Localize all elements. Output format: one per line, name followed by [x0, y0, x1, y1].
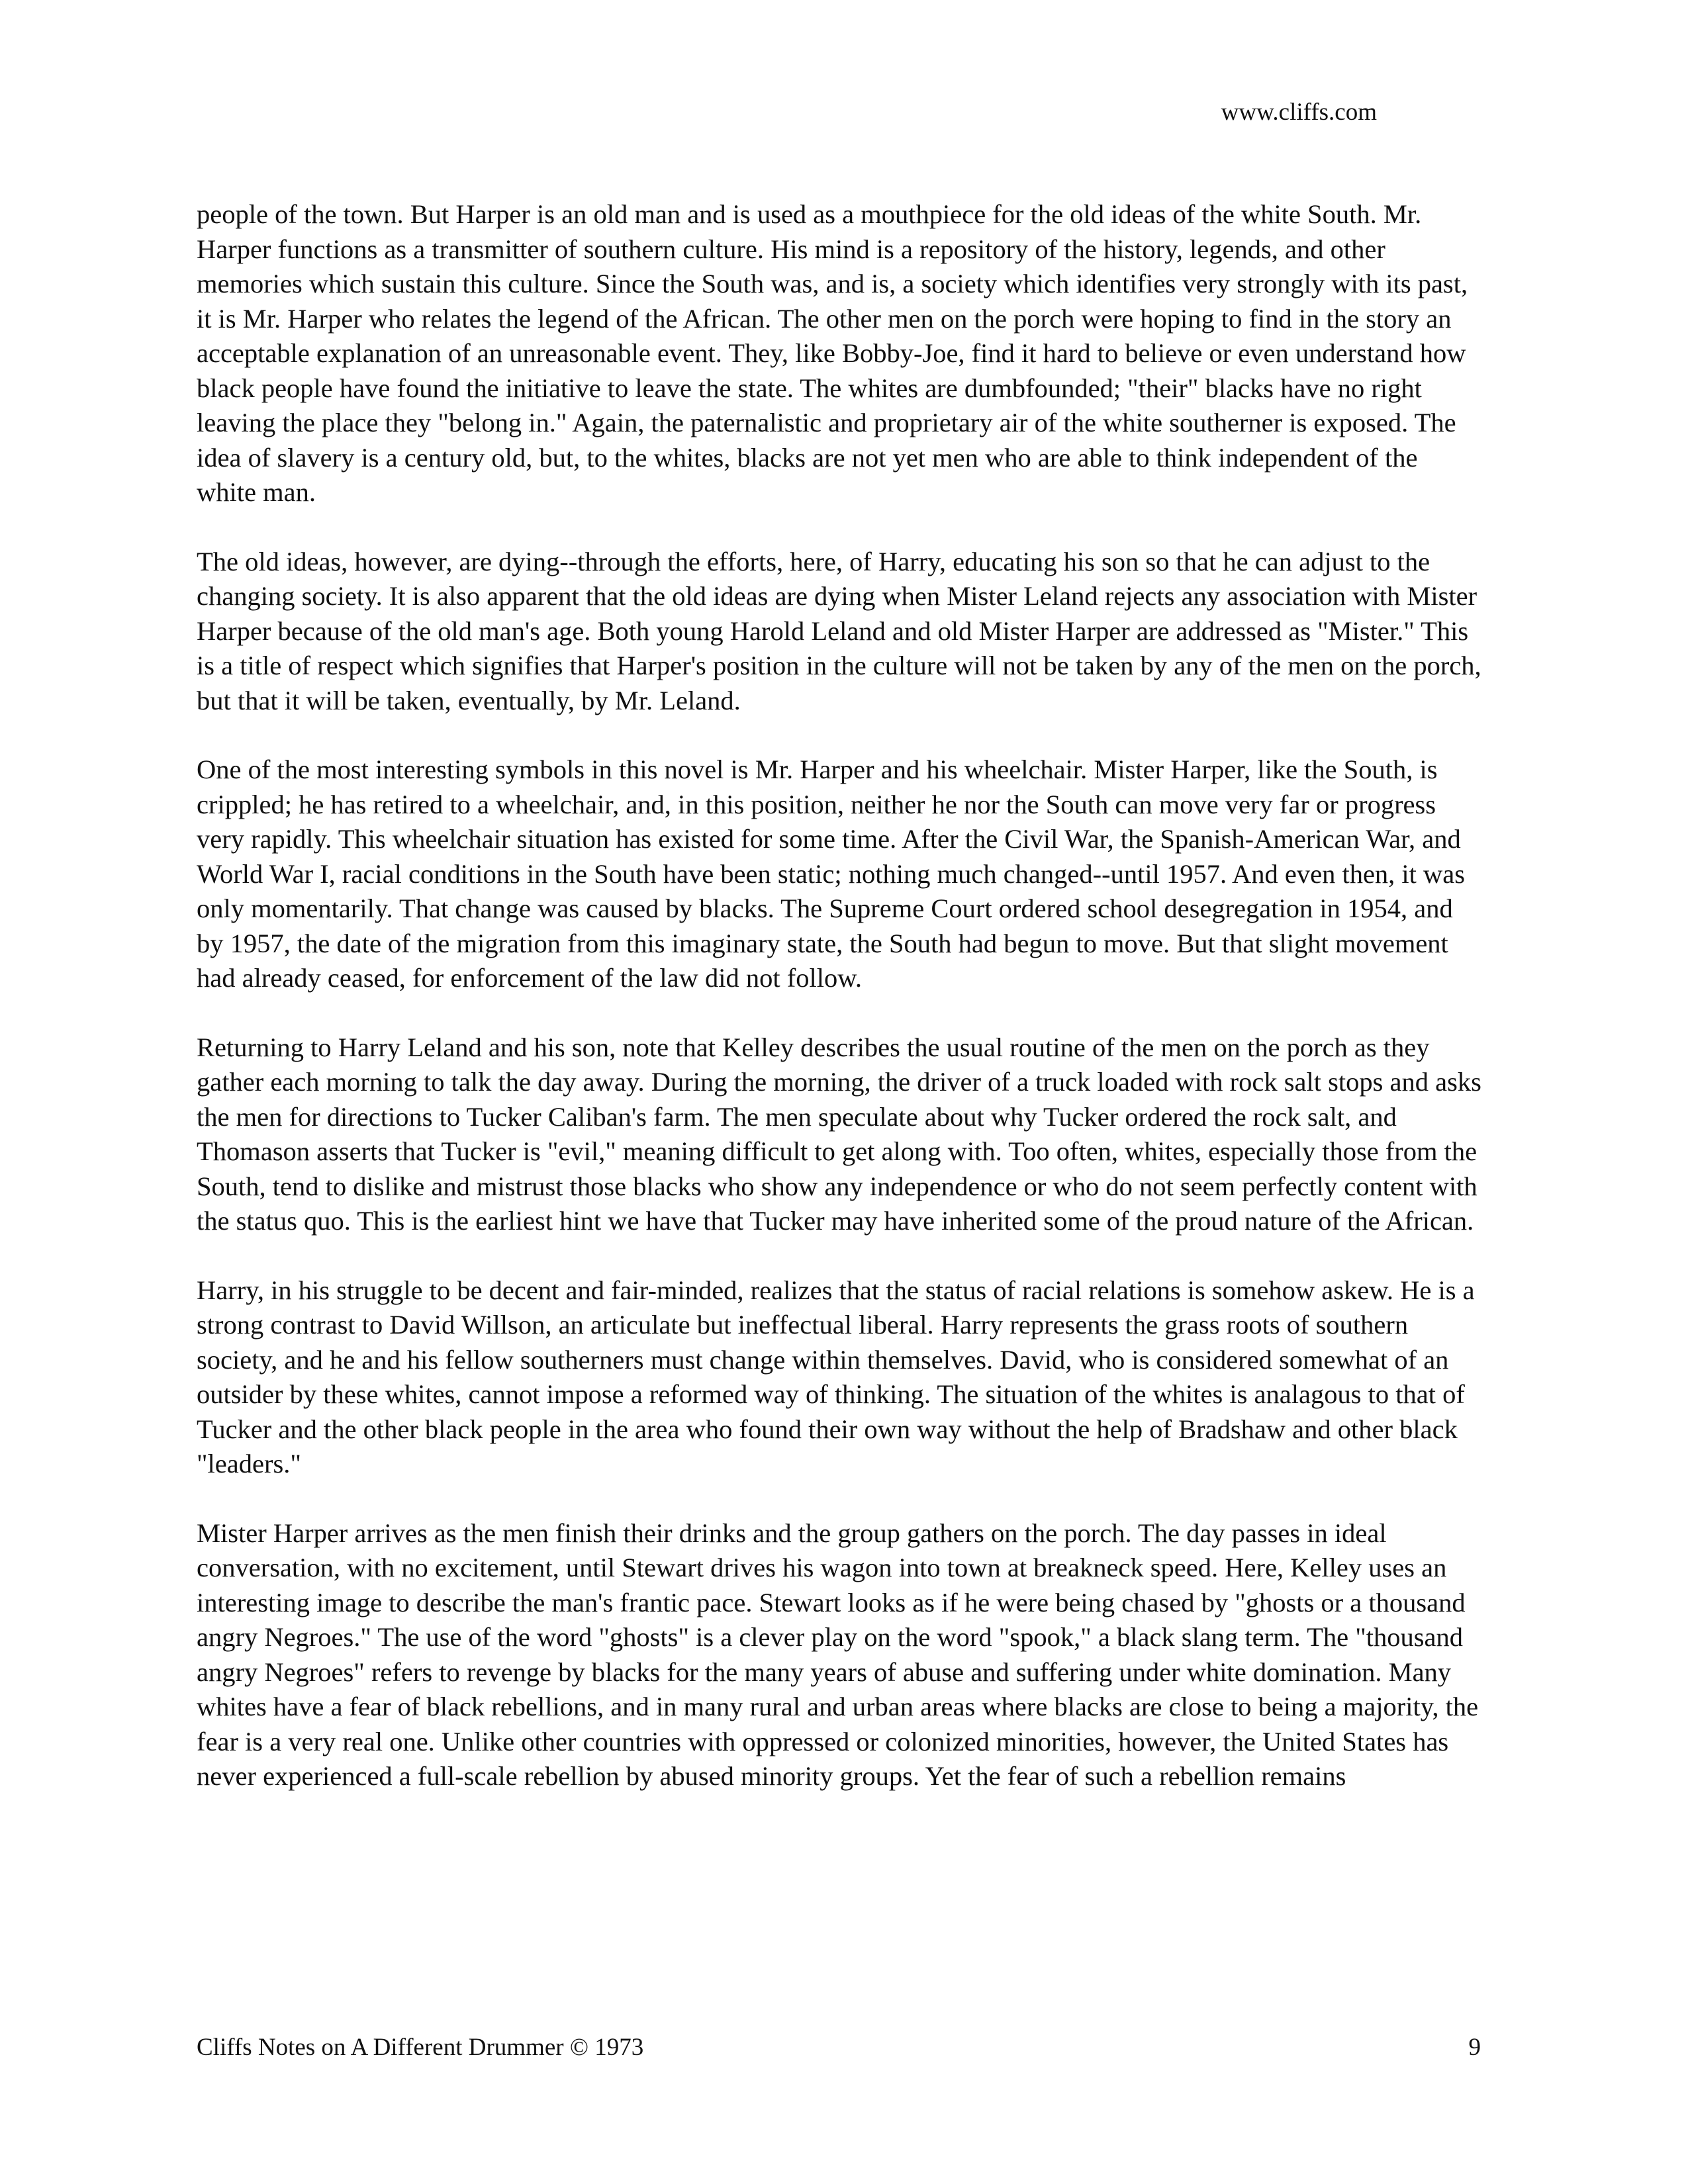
header-url[interactable]: www.cliffs.com: [1221, 99, 1377, 126]
paragraph-2: The old ideas, however, are dying--through the efforts, here, of Harry, educating his son so that he can adjust to the changing society. It is also apparent that the old ideas are dying when Mister Leland rejects any association with Mister Harper because of the old man's age. Both young Harold Leland and old Mister Harper are addressed as "Mister." This is a title of respect which signifies that Harper's position in the culture will not be taken by any of the men on the porch, but that it will be taken, eventually, by Mr. Leland.: [197, 546, 1481, 715]
paragraph-4: Returning to Harry Leland and his son, note that Kelley describes the usual routine of the men on the porch as they gather each morning to talk the day away. During the morning, the driver of a truck loaded with rock salt stops and asks the men for directions to Tucker Caliban's farm. The men speculate about why Tucker ordered the rock salt, and Thomason asserts that Tucker is "evil," meaning difficult to get along with. Too often, whites, especially those from the South, tend to dislike and mistrust those blacks who show any independence or who do not seem perfectly content with the status quo. This is the earliest hint we have that Tucker may have inherited some of the proud nature of the African.: [197, 1032, 1481, 1236]
page-number: 9: [1468, 2034, 1481, 2061]
paragraph-1: people of the town. But Harper is an old man and is used as a mouthpiece for the old ideas of the white South. Mr. Harper functions as a transmitter of southern culture. His mind is a repository of the history, legends, and other memories which sustain this culture. Since the South was, and is, a society which identifies very strongly with its past, it is Mr. Harper who relates the legend of the African. The other men on the porch were hoping to find in the story an acceptable explanation of an unreasonable event. They, like Bobby-Joe, find it hard to believe or even understand how black people have found the initiative to leave the state. The whites are dumbfounded; "their" blacks have no right leaving the place they "belong in." Again, the paternalistic and proprietary air of the white southerner is exposed. The idea of slavery is a century old, but, to the whites, blacks are not yet men who are able to think independent of the white man.: [197, 199, 1468, 507]
footer-title: Cliffs Notes on A Different Drummer © 1973: [197, 2034, 644, 2061]
paragraph-6: Mister Harper arrives as the men finish their drinks and the group gathers on the porch. The day passes in ideal conversation, with no excitement, until Stewart drives his wagon into town at breakneck speed. Here, Kelley uses an interesting image to describe the man's frantic pace. Stewart looks as if he were being chased by "ghosts or a thousand angry Negroes." The use of the word "ghosts" is a clever play on the word "spook," a black slang term. The "thousand angry Negroes" refers to revenge by blacks for the many years of abuse and suffering under white domination. Many whites have a fear of black rebellions, and in many rural and urban areas where blacks are close to being a majority, the fear is a very real one. Unlike other countries with oppressed or colonized minorities, however, the United States has never experienced a full-scale rebellion by abused minority groups. Yet the fear of such a rebellion remains: [197, 1518, 1479, 1791]
paragraph-5: Harry, in his struggle to be decent and fair-minded, realizes that the status of racial relations is somehow askew. He is a strong contrast to David Willson, an articulate but ineffectual liberal. Harry represents the grass roots of southern society, and he and his fellow southerners must change within themselves. David, who is considered somewhat of an outsider by these whites, cannot impose a reformed way of thinking. The situation of the whites is analagous to that of Tucker and the other black people in the area who found their own way without the help of Bradshaw and other black "leaders.": [197, 1275, 1475, 1479]
paragraph-3: One of the most interesting symbols in this novel is Mr. Harper and his wheelchair. Mister Harper, like the South, is crippled; he has retired to a wheelchair, and, in this position, neither he nor the South can move very far or progress very rapidly. This wheelchair situation has existed for some time. After the Civil War, the Spanish-American War, and World War I, racial conditions in the South have been static; nothing much changed--until 1957. And even then, it was only momentarily. That change was caused by blacks. The Supreme Court ordered school desegregation in 1954, and by 1957, the date of the migration from this imaginary state, the South had begun to move. But that slight movement had already ceased, for enforcement of the law did not follow.: [197, 754, 1466, 993]
body-text: [197, 197, 1482, 1829]
